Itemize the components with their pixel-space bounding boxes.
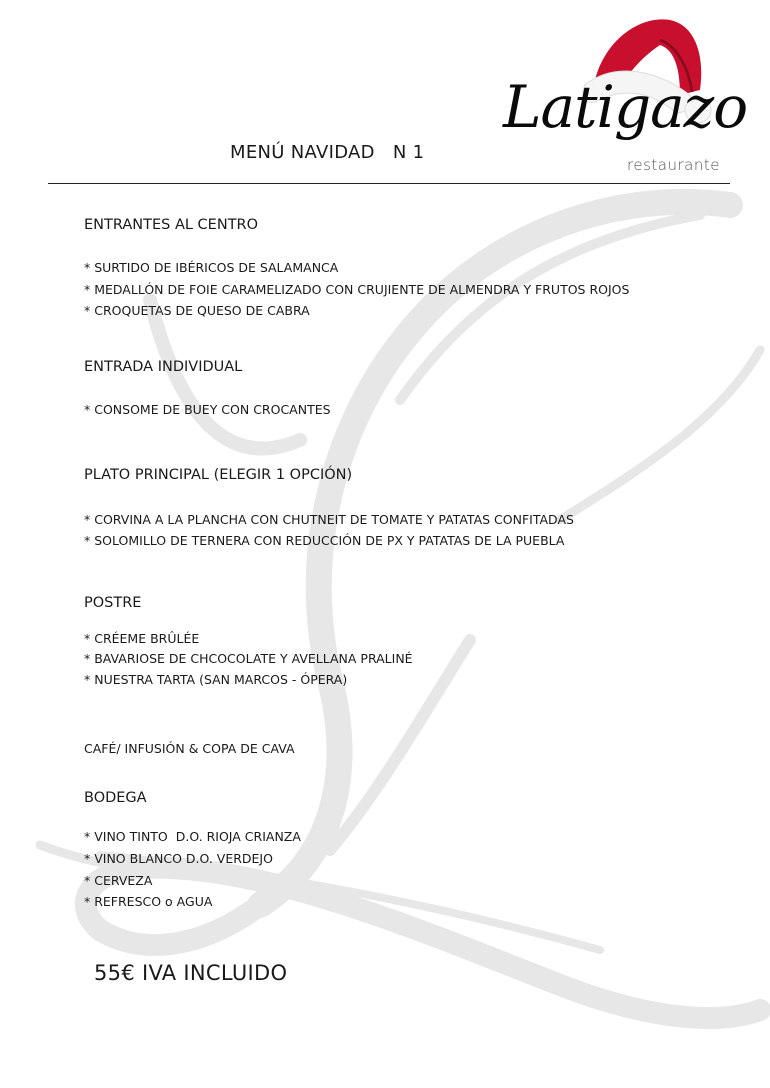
section-heading-postre: POSTRE (84, 595, 142, 611)
menu-item: * CORVINA A LA PLANCHA CON CHUTNEIT DE TOMATE Y PATATAS CONFITADAS (84, 512, 574, 527)
menu-item: * VINO TINTO D.O. RIOJA CRIANZA (84, 829, 301, 844)
menu-title: MENÚ NAVIDAD N 1 (230, 142, 425, 163)
section-heading-entrantes: ENTRANTES AL CENTRO (84, 217, 259, 233)
menu-item: * CERVEZA (84, 873, 153, 888)
menu-item: * CROQUETAS DE QUESO DE CABRA (84, 303, 310, 318)
section-heading-bodega: BODEGA (84, 790, 147, 806)
menu-item: * VINO BLANCO D.O. VERDEJO (84, 851, 273, 866)
menu-item: * BAVARIOSE DE CHCOCOLATE Y AVELLANA PRALINÉ (84, 651, 413, 666)
menu-item: * SOLOMILLO DE TERNERA CON REDUCCIÓN DE PX Y PATATAS DE LA PUEBLA (84, 533, 565, 548)
logo-subtitle: restaurante (627, 156, 720, 174)
menu-item: * NUESTRA TARTA (SAN MARCOS - ÓPERA) (84, 672, 348, 687)
section-heading-principal: PLATO PRINCIPAL (ELEGIR 1 OPCIÓN) (84, 467, 353, 483)
menu-item: * REFRESCO o AGUA (84, 894, 213, 909)
logo-wordmark: Latigazo (503, 73, 748, 141)
price-label: 55€ IVA INCLUIDO (94, 961, 288, 985)
restaurant-logo (495, 10, 748, 180)
menu-item: * CONSOME DE BUEY CON CROCANTES (84, 402, 331, 417)
title-divider (48, 183, 730, 184)
cafe-line: CAFÉ/ INFUSIÓN & COPA DE CAVA (84, 741, 295, 756)
menu-item: * MEDALLÓN DE FOIE CARAMELIZADO CON CRUJIENTE DE ALMENDRA Y FRUTOS ROJOS (84, 282, 630, 297)
section-heading-individual: ENTRADA INDIVIDUAL (84, 359, 243, 375)
menu-item: * CRÉEME BRÛLÉE (84, 631, 200, 646)
menu-item: * SURTIDO DE IBÉRICOS DE SALAMANCA (84, 260, 339, 275)
